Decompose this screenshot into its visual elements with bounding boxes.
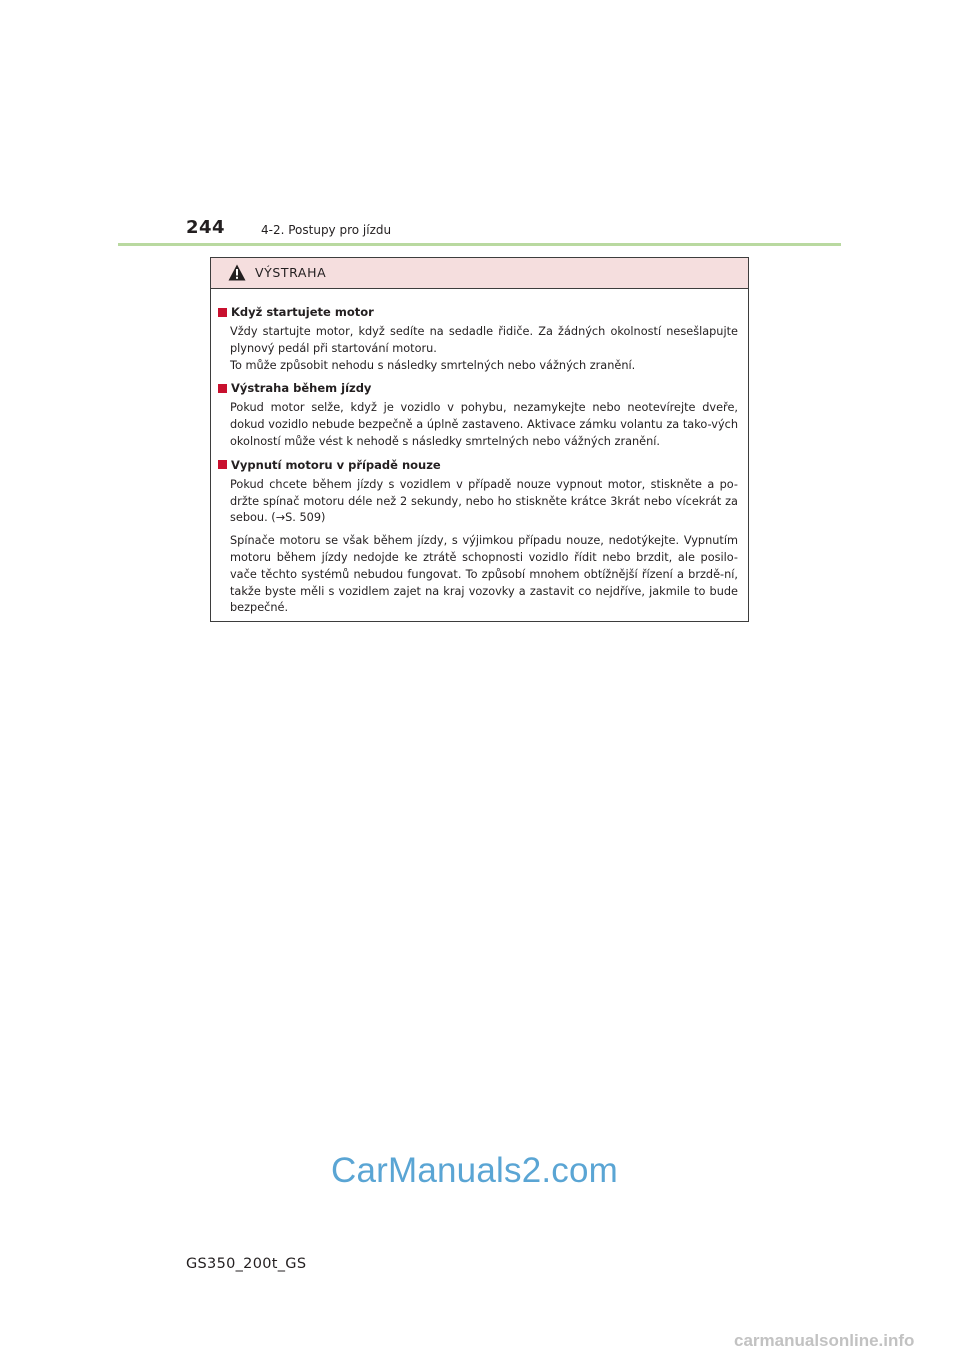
warning-header	[211, 258, 748, 289]
site-watermark: carmanualsonline.info	[734, 1331, 915, 1350]
warning-item-starting-engine	[218, 303, 738, 374]
warning-box	[210, 257, 749, 622]
warning-triangle-icon	[228, 264, 246, 281]
item-paragraph: Pokud motor selže, když je vozidlo v pohybu, nezamykejte nebo neotevírejte dveře, dokud vozidlo nebude bezpečně a úplně zastaveno. Aktivace zámku volantu za tako-vých okolností může vést k nehodě s následky smrtelných nebo vážných zranění.	[230, 401, 738, 448]
section-title: 4-2. Postupy pro jízdu	[261, 223, 392, 237]
item-heading	[218, 379, 738, 397]
footer-model: GS350_200t_GS	[186, 1256, 307, 1272]
item-heading	[218, 456, 738, 474]
page-number: 244	[186, 217, 226, 238]
item-paragraph: Vždy startujte motor, když sedíte na sedadle řidiče. Za žádných okolností nesešlapujte plynový pedál při startování motoru.	[230, 325, 738, 355]
warning-item-emergency-stop	[218, 456, 738, 617]
item-heading-text: Výstraha během jízdy	[231, 381, 372, 396]
item-paragraph	[230, 477, 738, 527]
warning-title: VÝSTRAHA	[255, 265, 327, 280]
item-paragraph-text: Pokud chcete během jízdy s vozidlem v případě nouze vypnout motor, stiskněte a po-držte spínač motoru déle než 2 sekundy, nebo ho stiskněte krátce 3krát nebo vícekrát za sebou.	[230, 477, 738, 525]
item-heading	[218, 303, 738, 321]
watermark-logo: CarManuals2.com	[331, 1151, 618, 1190]
bullet-square-icon	[218, 460, 227, 469]
page-reference: (→S. 509)	[271, 511, 326, 525]
item-paragraph: Spínače motoru se však během jízdy, s výjimkou případu nouze, nedotýkejte. Vypnutím motoru během jízdy nedojde ke ztrátě schopnosti vozidlo řídit nebo brzdit, ale posilo-vače těchto systémů nebudou fungovat. To způsobí mnohem obtížnější řízení a brzdě-ní, takže byste měli s vozidlem zajet na kraj vozovky a zastavit co nejdříve, jakmile to bude bezpečné.	[230, 534, 738, 615]
header-rule	[118, 243, 841, 246]
bullet-square-icon	[218, 384, 227, 393]
bullet-square-icon	[218, 308, 227, 317]
warning-body	[211, 289, 748, 617]
item-heading-text: Když startujete motor	[231, 305, 374, 319]
item-heading-text: Vypnutí motoru v případě nouze	[231, 457, 441, 472]
warning-item-while-driving	[218, 379, 738, 450]
item-paragraph: To může způsobit nehodu s následky smrtelných nebo vážných zranění.	[230, 358, 636, 372]
